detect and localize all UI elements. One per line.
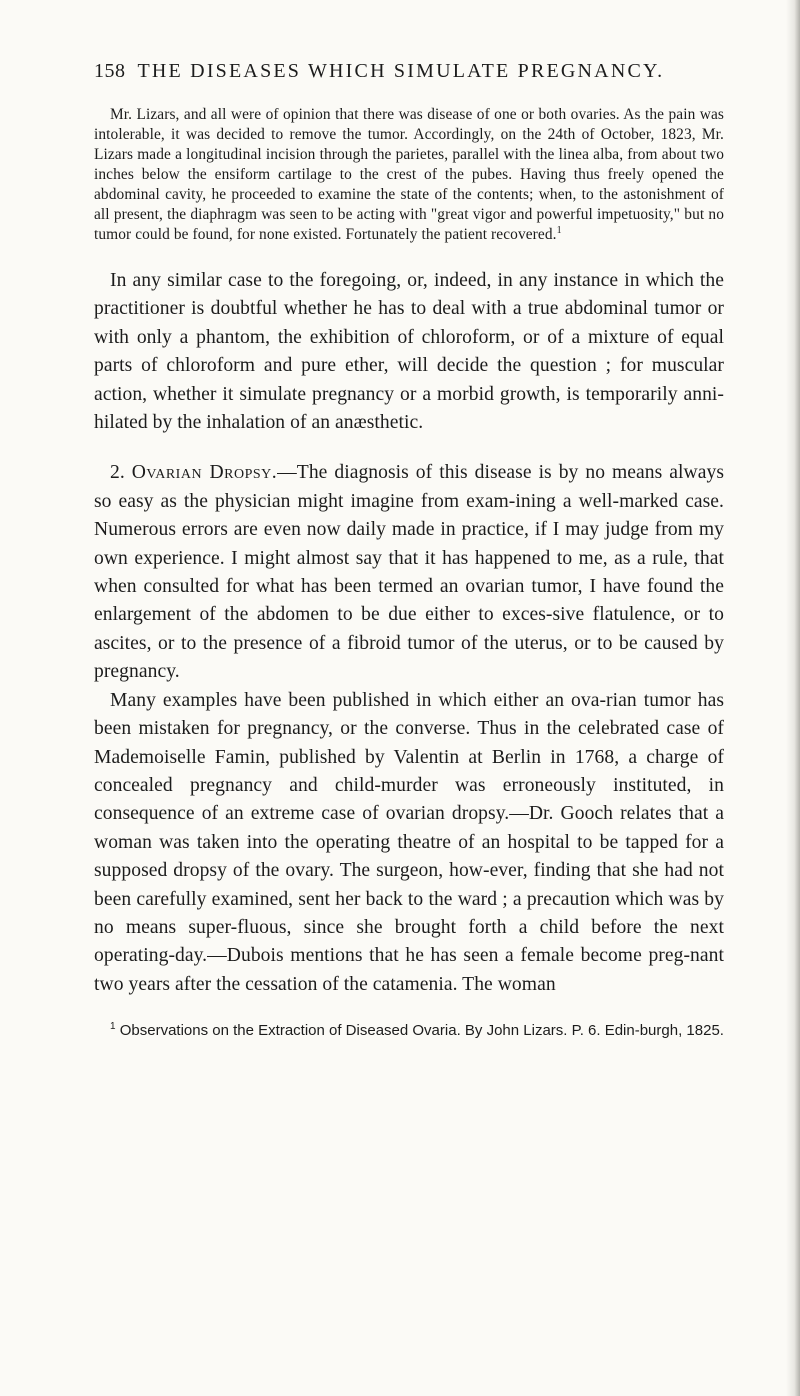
paragraph-lizars-case [94,105,724,245]
paragraph-ovarian-dropsy [94,459,724,686]
running-head [94,60,724,83]
paragraph-ovarian-dropsy-text: —The diagnosis of this disease is by no means always so easy as the physician might imagine from exam-ining a well-marked case. Numerous errors are even now daily made in practice, if I may judge from my own experience. I might almost say that it has happened to me, as a rule, that when consulted for what has been termed an ovarian tumor, I have found the enlargement of the abdomen to be due either to exces-sive flatulence, or to ascites, or to the presence of a fibroid tumor of the uterus, or to be caused by pregnancy. [94,462,724,683]
paragraph-chloroform: In any similar case to the foregoing, or, indeed, in any instance in which the practitioner is doubtful whether he has to deal with a true abdominal tumor or with only a phantom, the exhibition of chloroform, or of a mixture of equal parts of chloroform and pure ether, will decide the question ; for muscular action, whether it simulate pregnancy or a morbid growth, is temporarily anni-hilated by the inhalation of an anæsthetic. [94,270,724,434]
section-heading: Ovarian Dropsy. [131,462,278,484]
section-number: 2. [110,462,125,484]
page-number: 158 [94,60,126,82]
footnote-reference: 1 [556,224,562,236]
footnote-marker: 1 [110,1021,116,1033]
page-edge-shadow [786,0,800,1396]
paragraph-lizars-text: Mr. Lizars, and all were of opinion that there was disease of one or both ovaries. As the pain was intolerable, it was decided to remove the tumor. Accordingly, on the 24th of October, 1823, Mr. Lizars made a longitudinal incision through the parietes, parallel with the linea alba, from about two inches below the ensiform cartilage to the crest of the pubes. Having thus freely opened the abdominal cavity, he proceeded to examine the state of the contents; when, to the astonishment of all present, the diaphragm was seen to be acting with "great vigor and powerful impetuosity," but no tumor could be found, for none existed. Fortunately the patient recovered. [94,106,724,243]
footnote-text: Observations on the Extraction of Diseased Ovaria. By John Lizars. P. 6. Edin-burgh, 1825. [119,1022,724,1040]
book-page [94,60,724,1040]
running-title: THE DISEASES WHICH SIMULATE PREGNANCY. [137,60,665,82]
footnote [94,1021,724,1040]
paragraph-examples: Many examples have been published in which either an ova-rian tumor has been mistaken for pregnancy, or the converse. Thus in the celebrated case of Mademoiselle Famin, published by Valentin at Berlin in 1768, a charge of concealed pregnancy and child-murder was erroneously instituted, in consequence of an extreme case of ovarian dropsy.—Dr. Gooch relates that a woman was taken into the operating theatre of an hospital to be tapped for a supposed dropsy of the ovary. The surgeon, how-ever, finding that she had not been carefully examined, sent her back to the ward ; a precaution which was by no means super-fluous, since she brought forth a child before the next operating-day.—Dubois mentions that he has seen a female become preg-nant two years after the cessation of the catamenia. The woman [94,689,724,995]
